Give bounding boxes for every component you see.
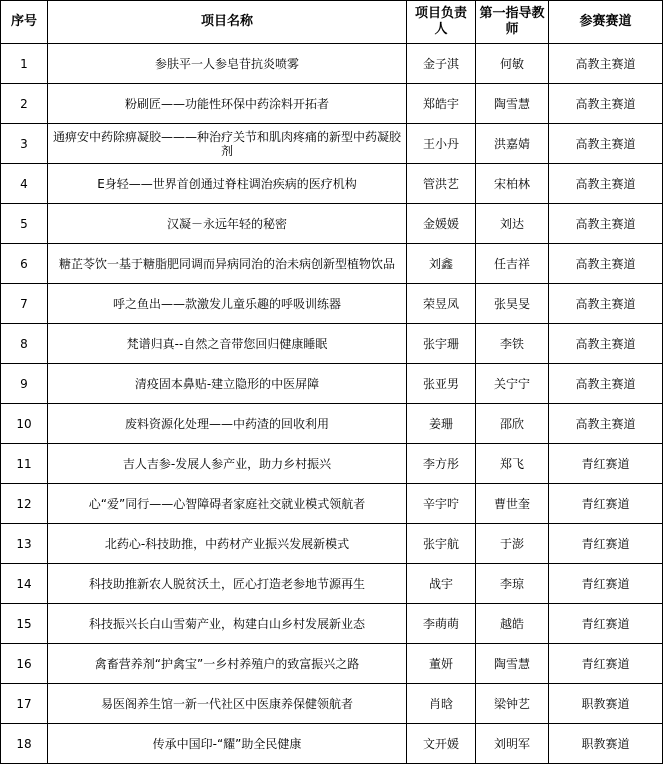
cell-track: 高教主赛道 xyxy=(549,364,663,404)
cell-project-name: 科技助推新农人脱贫沃土，匠心打造老参地节源再生 xyxy=(48,564,407,604)
cell-project-name: 心“爱”同行——心智障碍者家庭社交就业模式领航者 xyxy=(48,484,407,524)
cell-track: 高教主赛道 xyxy=(549,284,663,324)
cell-teacher: 邵欣 xyxy=(476,404,549,444)
cell-project-name: 参肤平一人参皂苷抗炎喷雾 xyxy=(48,44,407,84)
table-row xyxy=(1,44,663,84)
cell-no: 7 xyxy=(1,284,48,324)
cell-no: 17 xyxy=(1,684,48,724)
cell-teacher: 越皓 xyxy=(476,604,549,644)
cell-no: 9 xyxy=(1,364,48,404)
cell-project-name: 科技振兴长白山雪菊产业，构建白山乡村发展新业态 xyxy=(48,604,407,644)
cell-track: 职教赛道 xyxy=(549,724,663,764)
cell-no: 13 xyxy=(1,524,48,564)
cell-project-name: 通痹安中药除痹凝胶———种治疗关节和肌肉疼痛的新型中药凝胶剂 xyxy=(48,124,407,164)
cell-leader: 郑皓宇 xyxy=(407,84,476,124)
cell-no: 16 xyxy=(1,644,48,684)
cell-project-name: 糖芷苓饮一基于糖脂肥同调而异病同治的治未病创新型植物饮品 xyxy=(48,244,407,284)
cell-track: 高教主赛道 xyxy=(549,404,663,444)
cell-no: 15 xyxy=(1,604,48,644)
cell-leader: 战宇 xyxy=(407,564,476,604)
cell-track: 青红赛道 xyxy=(549,484,663,524)
table-row xyxy=(1,84,663,124)
cell-no: 3 xyxy=(1,124,48,164)
cell-project-name: 吉人吉参-发展人参产业，助力乡村振兴 xyxy=(48,444,407,484)
cell-project-name: 清疫固本鼻贴-建立隐形的中医屏障 xyxy=(48,364,407,404)
cell-project-name: 梵谱归真--自然之音带您回归健康睡眠 xyxy=(48,324,407,364)
cell-teacher: 李铁 xyxy=(476,324,549,364)
cell-teacher: 曹世奎 xyxy=(476,484,549,524)
header-track: 参赛赛道 xyxy=(549,1,663,44)
cell-leader: 辛宇咛 xyxy=(407,484,476,524)
table-row xyxy=(1,484,663,524)
cell-leader: 王小丹 xyxy=(407,124,476,164)
cell-project-name: 呼之鱼出——款激发儿童乐趣的呼吸训练器 xyxy=(48,284,407,324)
cell-leader: 荣昱凤 xyxy=(407,284,476,324)
header-teacher: 第一指导教师 xyxy=(476,1,549,44)
cell-track: 高教主赛道 xyxy=(549,324,663,364)
table-row xyxy=(1,524,663,564)
cell-teacher: 张昊旻 xyxy=(476,284,549,324)
cell-track: 青红赛道 xyxy=(549,524,663,564)
cell-leader: 金媛媛 xyxy=(407,204,476,244)
cell-leader: 李萌萌 xyxy=(407,604,476,644)
table-row xyxy=(1,164,663,204)
cell-teacher: 关宁宁 xyxy=(476,364,549,404)
cell-leader: 管洪艺 xyxy=(407,164,476,204)
cell-no: 4 xyxy=(1,164,48,204)
cell-teacher: 刘明军 xyxy=(476,724,549,764)
cell-project-name: 废料资源化处理——中药渣的回收利用 xyxy=(48,404,407,444)
cell-teacher: 任吉祥 xyxy=(476,244,549,284)
table-body xyxy=(1,44,663,764)
cell-leader: 文开媛 xyxy=(407,724,476,764)
table-row xyxy=(1,364,663,404)
cell-track: 高教主赛道 xyxy=(549,164,663,204)
table-row xyxy=(1,204,663,244)
cell-project-name: 粉刷匠——功能性环保中药涂料开拓者 xyxy=(48,84,407,124)
cell-track: 高教主赛道 xyxy=(549,204,663,244)
cell-project-name: 北药心-科技助推，中药材产业振兴发展新模式 xyxy=(48,524,407,564)
cell-leader: 董妍 xyxy=(407,644,476,684)
cell-track: 高教主赛道 xyxy=(549,84,663,124)
cell-track: 青红赛道 xyxy=(549,564,663,604)
cell-leader: 张宇珊 xyxy=(407,324,476,364)
table-row xyxy=(1,604,663,644)
cell-teacher: 陶雪慧 xyxy=(476,84,549,124)
cell-leader: 肖晗 xyxy=(407,684,476,724)
cell-no: 1 xyxy=(1,44,48,84)
table-row xyxy=(1,564,663,604)
table-row xyxy=(1,644,663,684)
cell-no: 10 xyxy=(1,404,48,444)
cell-track: 青红赛道 xyxy=(549,644,663,684)
cell-teacher: 李琼 xyxy=(476,564,549,604)
cell-teacher: 宋柏林 xyxy=(476,164,549,204)
cell-teacher: 陶雪慧 xyxy=(476,644,549,684)
cell-track: 青红赛道 xyxy=(549,444,663,484)
header-leader: 项目负责人 xyxy=(407,1,476,44)
cell-teacher: 郑飞 xyxy=(476,444,549,484)
cell-leader: 金子淇 xyxy=(407,44,476,84)
cell-leader: 李方彤 xyxy=(407,444,476,484)
header-name: 项目名称 xyxy=(48,1,407,44)
table-row xyxy=(1,724,663,764)
cell-no: 2 xyxy=(1,84,48,124)
cell-teacher: 于澎 xyxy=(476,524,549,564)
table-row xyxy=(1,284,663,324)
header-row xyxy=(1,1,663,44)
cell-project-name: 禽畜营养剂“护禽宝”一乡村养殖户的致富振兴之路 xyxy=(48,644,407,684)
cell-project-name: 传承中国印-“耀”助全民健康 xyxy=(48,724,407,764)
table-header xyxy=(1,1,663,44)
cell-no: 18 xyxy=(1,724,48,764)
table-row xyxy=(1,404,663,444)
table-row xyxy=(1,124,663,164)
cell-no: 5 xyxy=(1,204,48,244)
cell-leader: 姜珊 xyxy=(407,404,476,444)
cell-no: 14 xyxy=(1,564,48,604)
cell-track: 职教赛道 xyxy=(549,684,663,724)
cell-no: 11 xyxy=(1,444,48,484)
cell-leader: 刘鑫 xyxy=(407,244,476,284)
cell-track: 高教主赛道 xyxy=(549,124,663,164)
cell-teacher: 何敏 xyxy=(476,44,549,84)
cell-no: 8 xyxy=(1,324,48,364)
cell-teacher: 梁钟艺 xyxy=(476,684,549,724)
table-row xyxy=(1,244,663,284)
cell-no: 12 xyxy=(1,484,48,524)
cell-track: 高教主赛道 xyxy=(549,244,663,284)
cell-leader: 张亚男 xyxy=(407,364,476,404)
cell-project-name: E身轻——世界首创通过脊柱调治疾病的医疗机构 xyxy=(48,164,407,204)
table-row xyxy=(1,684,663,724)
cell-teacher: 刘达 xyxy=(476,204,549,244)
cell-track: 高教主赛道 xyxy=(549,44,663,84)
cell-teacher: 洪嘉婧 xyxy=(476,124,549,164)
table-row xyxy=(1,444,663,484)
cell-leader: 张宇航 xyxy=(407,524,476,564)
header-no: 序号 xyxy=(1,1,48,44)
cell-no: 6 xyxy=(1,244,48,284)
cell-project-name: 易医阁养生馆一新一代社区中医康养保健领航者 xyxy=(48,684,407,724)
table-row xyxy=(1,324,663,364)
cell-project-name: 汉凝－永远年轻的秘密 xyxy=(48,204,407,244)
cell-track: 青红赛道 xyxy=(549,604,663,644)
